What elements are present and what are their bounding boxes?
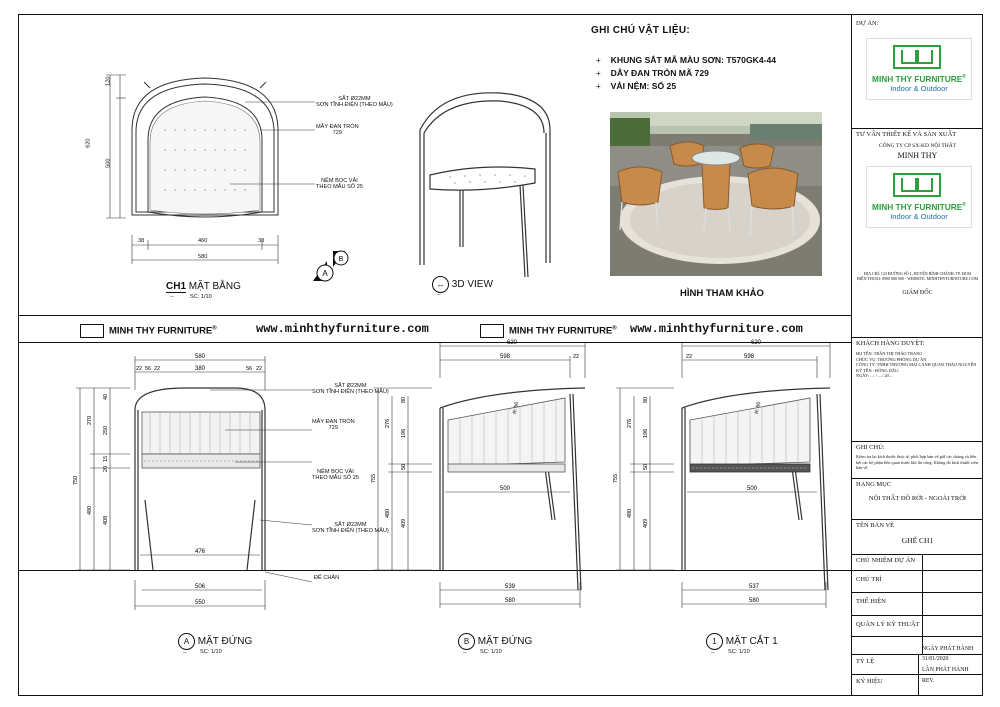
materials-notes-list xyxy=(596,50,776,89)
tb-logo-top: MINH THY FURNITURE® Indoor & Outdoor xyxy=(866,38,972,100)
dim-label: 620 xyxy=(506,340,518,346)
elev-a-label-frame: SẮT Ø22MM SƠN TĨNH ĐIỆN (THEO MẪU) xyxy=(312,383,389,396)
dim-label: 250 xyxy=(103,425,109,435)
dim-label: 276 xyxy=(385,418,391,428)
plan-label-frame: SẮT Ø22MM SƠN TĨNH ĐIỆN (THEO MẪU) xyxy=(316,96,393,109)
elev-a-label-cushion: NỆM BỌC VẢI THEO MẪU SỐ 25 xyxy=(312,469,359,482)
dim-label: 276 xyxy=(627,418,633,428)
dim-label: 22 xyxy=(573,354,580,360)
dim-label: 196 xyxy=(401,428,407,438)
dim-label: 500 xyxy=(499,486,511,492)
3d-view-drawing xyxy=(400,85,560,280)
tb-address: ĐỊA CHỈ: 123 ĐƯỜNG SỐ 1, HUYỆN BÌNH CHÁNH, TP. HCM ĐIỆN THOẠI: 0900 000 000 - WEBSITE: MINHTHYFURNITURE.COM xyxy=(856,271,979,281)
dim-label: 22 xyxy=(136,366,143,372)
elev-b-scale: SC: 1/10 xyxy=(480,649,502,655)
dim-label: 620 xyxy=(750,340,762,346)
plan-scale: SC: 1/10 xyxy=(190,294,212,300)
dim-label: 550 xyxy=(194,600,206,606)
section-marker-a: A xyxy=(322,269,328,278)
elev-b-caption: B MẶT ĐỨNG xyxy=(458,633,532,650)
tb-symbol-label: KÝ HIỆU xyxy=(856,678,883,685)
dim-label: 620 xyxy=(85,138,92,148)
section-marker-b: B xyxy=(338,256,344,263)
section-1-scale: SC: 1/10 xyxy=(728,649,750,655)
dim-label: 537 xyxy=(748,584,760,590)
dim-label: 750 xyxy=(73,475,79,485)
tb-logo-bottom: MINH THY FURNITURE® Indoor & Outdoor xyxy=(866,166,972,228)
dim-label: 506 xyxy=(194,584,206,590)
3d-view-marker: ↔ xyxy=(432,276,449,293)
tb-company: CÔNG TY CP SX-KD NỘI THẤT xyxy=(878,143,957,149)
brand-url-left[interactable]: www.minhthyfurniture.com xyxy=(256,322,429,336)
tb-issue-date: 31/01/2020 xyxy=(922,656,949,662)
note-item: + DÂY ĐAN TRÒN MÃ 729 xyxy=(596,68,709,78)
tb-client-lines: HỌ TÊN: TRẦN THỊ THẢO TRANG CHỨC VỤ: TRƯỞNG PHÒNG DỰ ÁN CÔNG TY: TNHH THƯƠNG MẠI CẢNH QUAN THẢO NGUYÊN KÝ TÊN - ĐÓNG DẤU: NGÀY: .... / ..../ 20... xyxy=(856,351,977,379)
section-1-dash: -- xyxy=(711,650,715,656)
brand-logo-icon xyxy=(480,324,504,338)
dim-label: 755 xyxy=(371,473,377,483)
3d-view-caption: ↔ 3D VIEW xyxy=(432,276,493,293)
title-block xyxy=(851,14,983,696)
tb-category-value: NỘI THẤT ĐỒ RỜI - NGOÀI TRỜI xyxy=(868,495,967,502)
note-item: + VẢI NỆM: SỐ 25 xyxy=(596,81,677,91)
dim-label: 480 xyxy=(385,508,391,518)
section-1-caption: 1 MẶT CẮT 1 xyxy=(706,633,778,650)
elev-a-scale: SC: 1/10 xyxy=(200,649,222,655)
brand-url-right[interactable]: www.minhthyfurniture.com xyxy=(630,322,803,336)
tb-executor: THỂ HIỆN xyxy=(856,598,886,605)
tb-scale-label: TỶ LỆ xyxy=(856,658,875,665)
dim-label: 56 xyxy=(246,366,253,372)
dim-label: 196 xyxy=(643,428,649,438)
section-marker xyxy=(305,247,355,287)
tb-drawing-name-value: GHẾ CH1 xyxy=(901,536,934,545)
tb-drawing-name-label: TÊN BẢN VẼ xyxy=(856,522,895,529)
tb-client-approval: KHÁCH HÀNG DUYỆT: xyxy=(856,340,925,347)
dim-label: 580 xyxy=(194,354,206,360)
tb-notes-text: Kiểm tra lại kích thước thực tế, phối hợp bản vẽ giữ các chủng và liên kết các bộ phận liên quan trước khi thi công. Không đo kích thước trên bản vẽ. xyxy=(856,454,978,471)
elevation-a-drawing xyxy=(50,350,350,620)
elev-a-dash: -- xyxy=(183,650,187,656)
dim-label: 755 xyxy=(613,473,619,483)
dim-label: 539 xyxy=(504,584,516,590)
dim-label: 598 xyxy=(743,354,755,360)
brand-logo-icon xyxy=(80,324,104,338)
tb-col-divider xyxy=(922,554,923,654)
dim-label: 50 xyxy=(643,463,649,470)
tb-issue-date-label: NGÀY PHÁT HÀNH xyxy=(922,646,974,652)
dim-label: 20 xyxy=(103,465,109,472)
reference-photo xyxy=(610,112,822,276)
brand-left: MINH THY FURNITURE® xyxy=(80,324,217,338)
dim-label: 480 xyxy=(87,505,93,515)
elev-a-label-frame-b: SẮT Ø22MM SƠN TĨNH ĐIỆN (THEO MẪU) xyxy=(312,522,389,535)
tb-revision: REV. xyxy=(922,678,935,684)
brand-middle: MINH THY FURNITURE® xyxy=(480,324,617,338)
brand-logo-icon xyxy=(893,173,941,197)
dim-label: 15 xyxy=(103,455,109,462)
dim-label: 580 xyxy=(198,254,208,260)
tb-qc: QUẢN LÝ KỸ THUẬT xyxy=(856,621,920,628)
note-item: + KHUNG SẮT MÃ MÀU SƠN: T570GK4-44 xyxy=(596,55,777,65)
tb-lead: CHỦ TRÌ xyxy=(856,576,882,583)
reference-caption: HÌNH THAM KHẢO xyxy=(680,288,764,299)
tb-revision-label: LẦN PHÁT HÀNH xyxy=(922,667,969,673)
dim-label: 476 xyxy=(194,549,206,555)
dim-label: 480 xyxy=(627,508,633,518)
dim-label: 380 xyxy=(194,366,206,372)
dim-label: 580 xyxy=(504,598,516,604)
dim-label: 408 xyxy=(103,515,109,525)
dim-label: 22 xyxy=(154,366,161,372)
dim-label: 598 xyxy=(499,354,511,360)
dim-label: 460 xyxy=(198,238,208,244)
tb-col-divider xyxy=(918,654,919,696)
tb-category-label: HẠNG MỤC xyxy=(856,481,892,488)
materials-notes-title: GHI CHÚ VẬT LIỆU: xyxy=(591,25,690,36)
dim-label: R: 56 xyxy=(512,401,521,415)
elev-a-label-rope: MÂY ĐAN TRÒN 729 xyxy=(312,419,355,432)
plan-label-rope: MÂY ĐAN TRÒN 729 xyxy=(316,124,359,137)
dim-label: 50 xyxy=(401,463,407,470)
dim-label: 500 xyxy=(105,158,112,168)
elev-b-dash: -- xyxy=(463,650,467,656)
plan-label-cushion: NỆM BỌC VẢI THEO MẪU SỐ 25 xyxy=(316,178,363,191)
dim-label: 500 xyxy=(746,486,758,492)
3d-view-dash: -- xyxy=(437,292,441,298)
tb-director: GIÁM ĐỐC xyxy=(902,290,933,296)
dim-label: 120 xyxy=(105,76,112,86)
elev-a-caption: A MẶT ĐỨNG xyxy=(178,633,252,650)
brand-logo-icon xyxy=(893,45,941,69)
dim-label: 270 xyxy=(87,415,93,425)
plan-dash: -- xyxy=(170,294,174,300)
dim-label: 38 xyxy=(138,238,145,244)
dim-label: 80 xyxy=(401,396,407,403)
tb-project-label: DỰ ÁN: xyxy=(856,20,879,27)
dim-label: 38 xyxy=(258,238,265,244)
plan-caption: CH1 MẶT BẰNG xyxy=(166,281,241,292)
tb-project-lead: CHỦ NHIỆM DỰ ÁN xyxy=(856,557,916,564)
dim-label: 409 xyxy=(643,518,649,528)
dim-label: 580 xyxy=(748,598,760,604)
dim-label: 22 xyxy=(686,354,693,360)
dim-label: 40 xyxy=(103,393,109,400)
tb-consult: TƯ VẤN THIẾT KẾ VÀ SẢN XUẤT xyxy=(856,131,957,138)
dim-label: 80 xyxy=(643,396,649,403)
elevation-b-drawing xyxy=(370,338,590,620)
tb-company-name: MINH THY xyxy=(897,151,938,160)
dim-label: R: 56 xyxy=(754,401,763,415)
dim-label: 22 xyxy=(256,366,263,372)
dim-label: 409 xyxy=(401,518,407,528)
elev-a-label-foot: ĐẾ CHÂN xyxy=(314,575,340,581)
section-1-drawing xyxy=(612,338,842,620)
tb-notes-title: GHI CHÚ: xyxy=(856,444,885,451)
dim-label: 56 xyxy=(145,366,152,372)
